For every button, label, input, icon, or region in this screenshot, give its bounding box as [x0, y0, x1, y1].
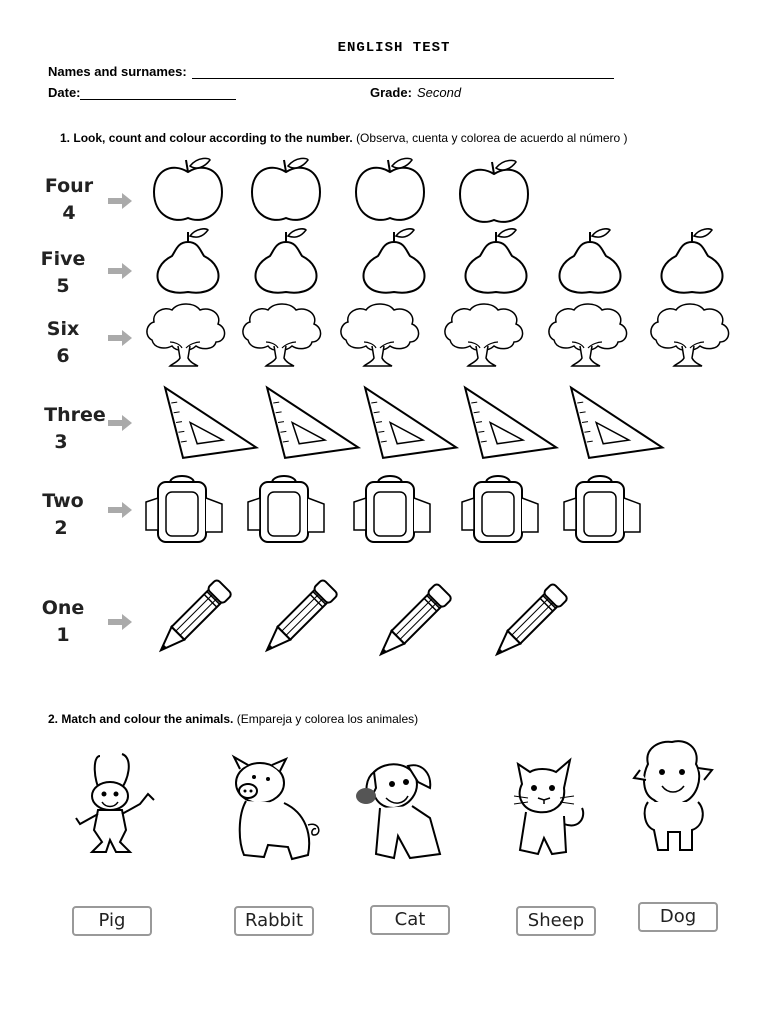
- arrow-icon: [108, 193, 132, 209]
- pear-icon[interactable]: [658, 228, 728, 296]
- label-cat[interactable]: Cat: [370, 905, 450, 935]
- page-title: ENGLISH TEST: [337, 40, 451, 56]
- tree-icon[interactable]: [240, 300, 326, 370]
- set-square-icon[interactable]: [468, 380, 558, 460]
- pencil-icon[interactable]: [372, 576, 464, 666]
- row-digit: 3: [54, 431, 68, 453]
- dog-icon[interactable]: [350, 758, 446, 864]
- pencil-icon[interactable]: [488, 576, 580, 666]
- rabbit-icon[interactable]: [70, 752, 160, 862]
- arrow-icon: [108, 415, 132, 431]
- row-word: Three: [44, 404, 106, 426]
- section1-translation: (Observa, cuenta y colorea de acuerdo al número ): [356, 131, 628, 145]
- backpack-icon[interactable]: [562, 474, 644, 544]
- tree-icon[interactable]: [546, 300, 632, 370]
- backpack-icon[interactable]: [144, 474, 226, 544]
- section2-instruction: [48, 712, 418, 726]
- sheep-icon[interactable]: [634, 738, 718, 856]
- row-word: Six: [46, 318, 80, 340]
- pencil-icon[interactable]: [258, 572, 350, 662]
- row-word: Four: [44, 175, 94, 197]
- names-label: Names and surnames:: [48, 64, 187, 79]
- section2-translation: (Empareja y colorea los animales): [236, 712, 419, 726]
- pear-icon[interactable]: [360, 228, 430, 296]
- pear-icon[interactable]: [556, 228, 626, 296]
- apple-icon[interactable]: [458, 160, 532, 228]
- set-square-icon[interactable]: [574, 380, 664, 460]
- date-field[interactable]: [80, 99, 236, 100]
- backpack-icon[interactable]: [352, 474, 434, 544]
- arrow-icon: [108, 330, 132, 346]
- row-word: Five: [40, 248, 86, 270]
- names-field[interactable]: [192, 78, 614, 79]
- cat-icon[interactable]: [508, 754, 592, 858]
- pear-icon[interactable]: [154, 228, 224, 296]
- set-square-icon[interactable]: [270, 380, 360, 460]
- section1-number: 1.: [60, 131, 71, 145]
- tree-icon[interactable]: [442, 300, 528, 370]
- tree-icon[interactable]: [338, 300, 424, 370]
- grade-label: Grade:: [370, 85, 412, 100]
- row-digit: 6: [56, 345, 70, 367]
- date-label: Date:: [48, 85, 81, 100]
- apple-icon[interactable]: [250, 158, 324, 226]
- row-digit: 2: [54, 517, 68, 539]
- section1-instruction: [60, 131, 628, 145]
- apple-icon[interactable]: [354, 158, 428, 226]
- row-word: Two: [42, 490, 84, 512]
- set-square-icon[interactable]: [368, 380, 458, 460]
- row-digit: 5: [56, 275, 70, 297]
- row-digit: 1: [56, 624, 70, 646]
- tree-icon[interactable]: [648, 300, 734, 370]
- pencil-icon[interactable]: [152, 572, 244, 662]
- label-sheep[interactable]: Sheep: [516, 906, 596, 936]
- section2-number: 2.: [48, 712, 59, 726]
- set-square-icon[interactable]: [168, 380, 258, 460]
- label-dog[interactable]: Dog: [638, 902, 718, 932]
- tree-icon[interactable]: [144, 300, 230, 370]
- arrow-icon: [108, 614, 132, 630]
- grade-value: Second: [417, 85, 462, 100]
- row-word: One: [41, 597, 85, 619]
- label-pig[interactable]: Pig: [72, 906, 152, 936]
- arrow-icon: [108, 263, 132, 279]
- arrow-icon: [108, 502, 132, 518]
- backpack-icon[interactable]: [246, 474, 328, 544]
- section2-text: Match and colour the animals.: [61, 712, 234, 726]
- backpack-icon[interactable]: [460, 474, 542, 544]
- apple-icon[interactable]: [152, 158, 226, 226]
- label-rabbit[interactable]: Rabbit: [234, 906, 314, 936]
- row-digit: 4: [62, 202, 76, 224]
- section1-text: Look, count and colour according to the number.: [73, 131, 353, 145]
- pig-icon[interactable]: [228, 755, 328, 865]
- pear-icon[interactable]: [252, 228, 322, 296]
- pear-icon[interactable]: [462, 228, 532, 296]
